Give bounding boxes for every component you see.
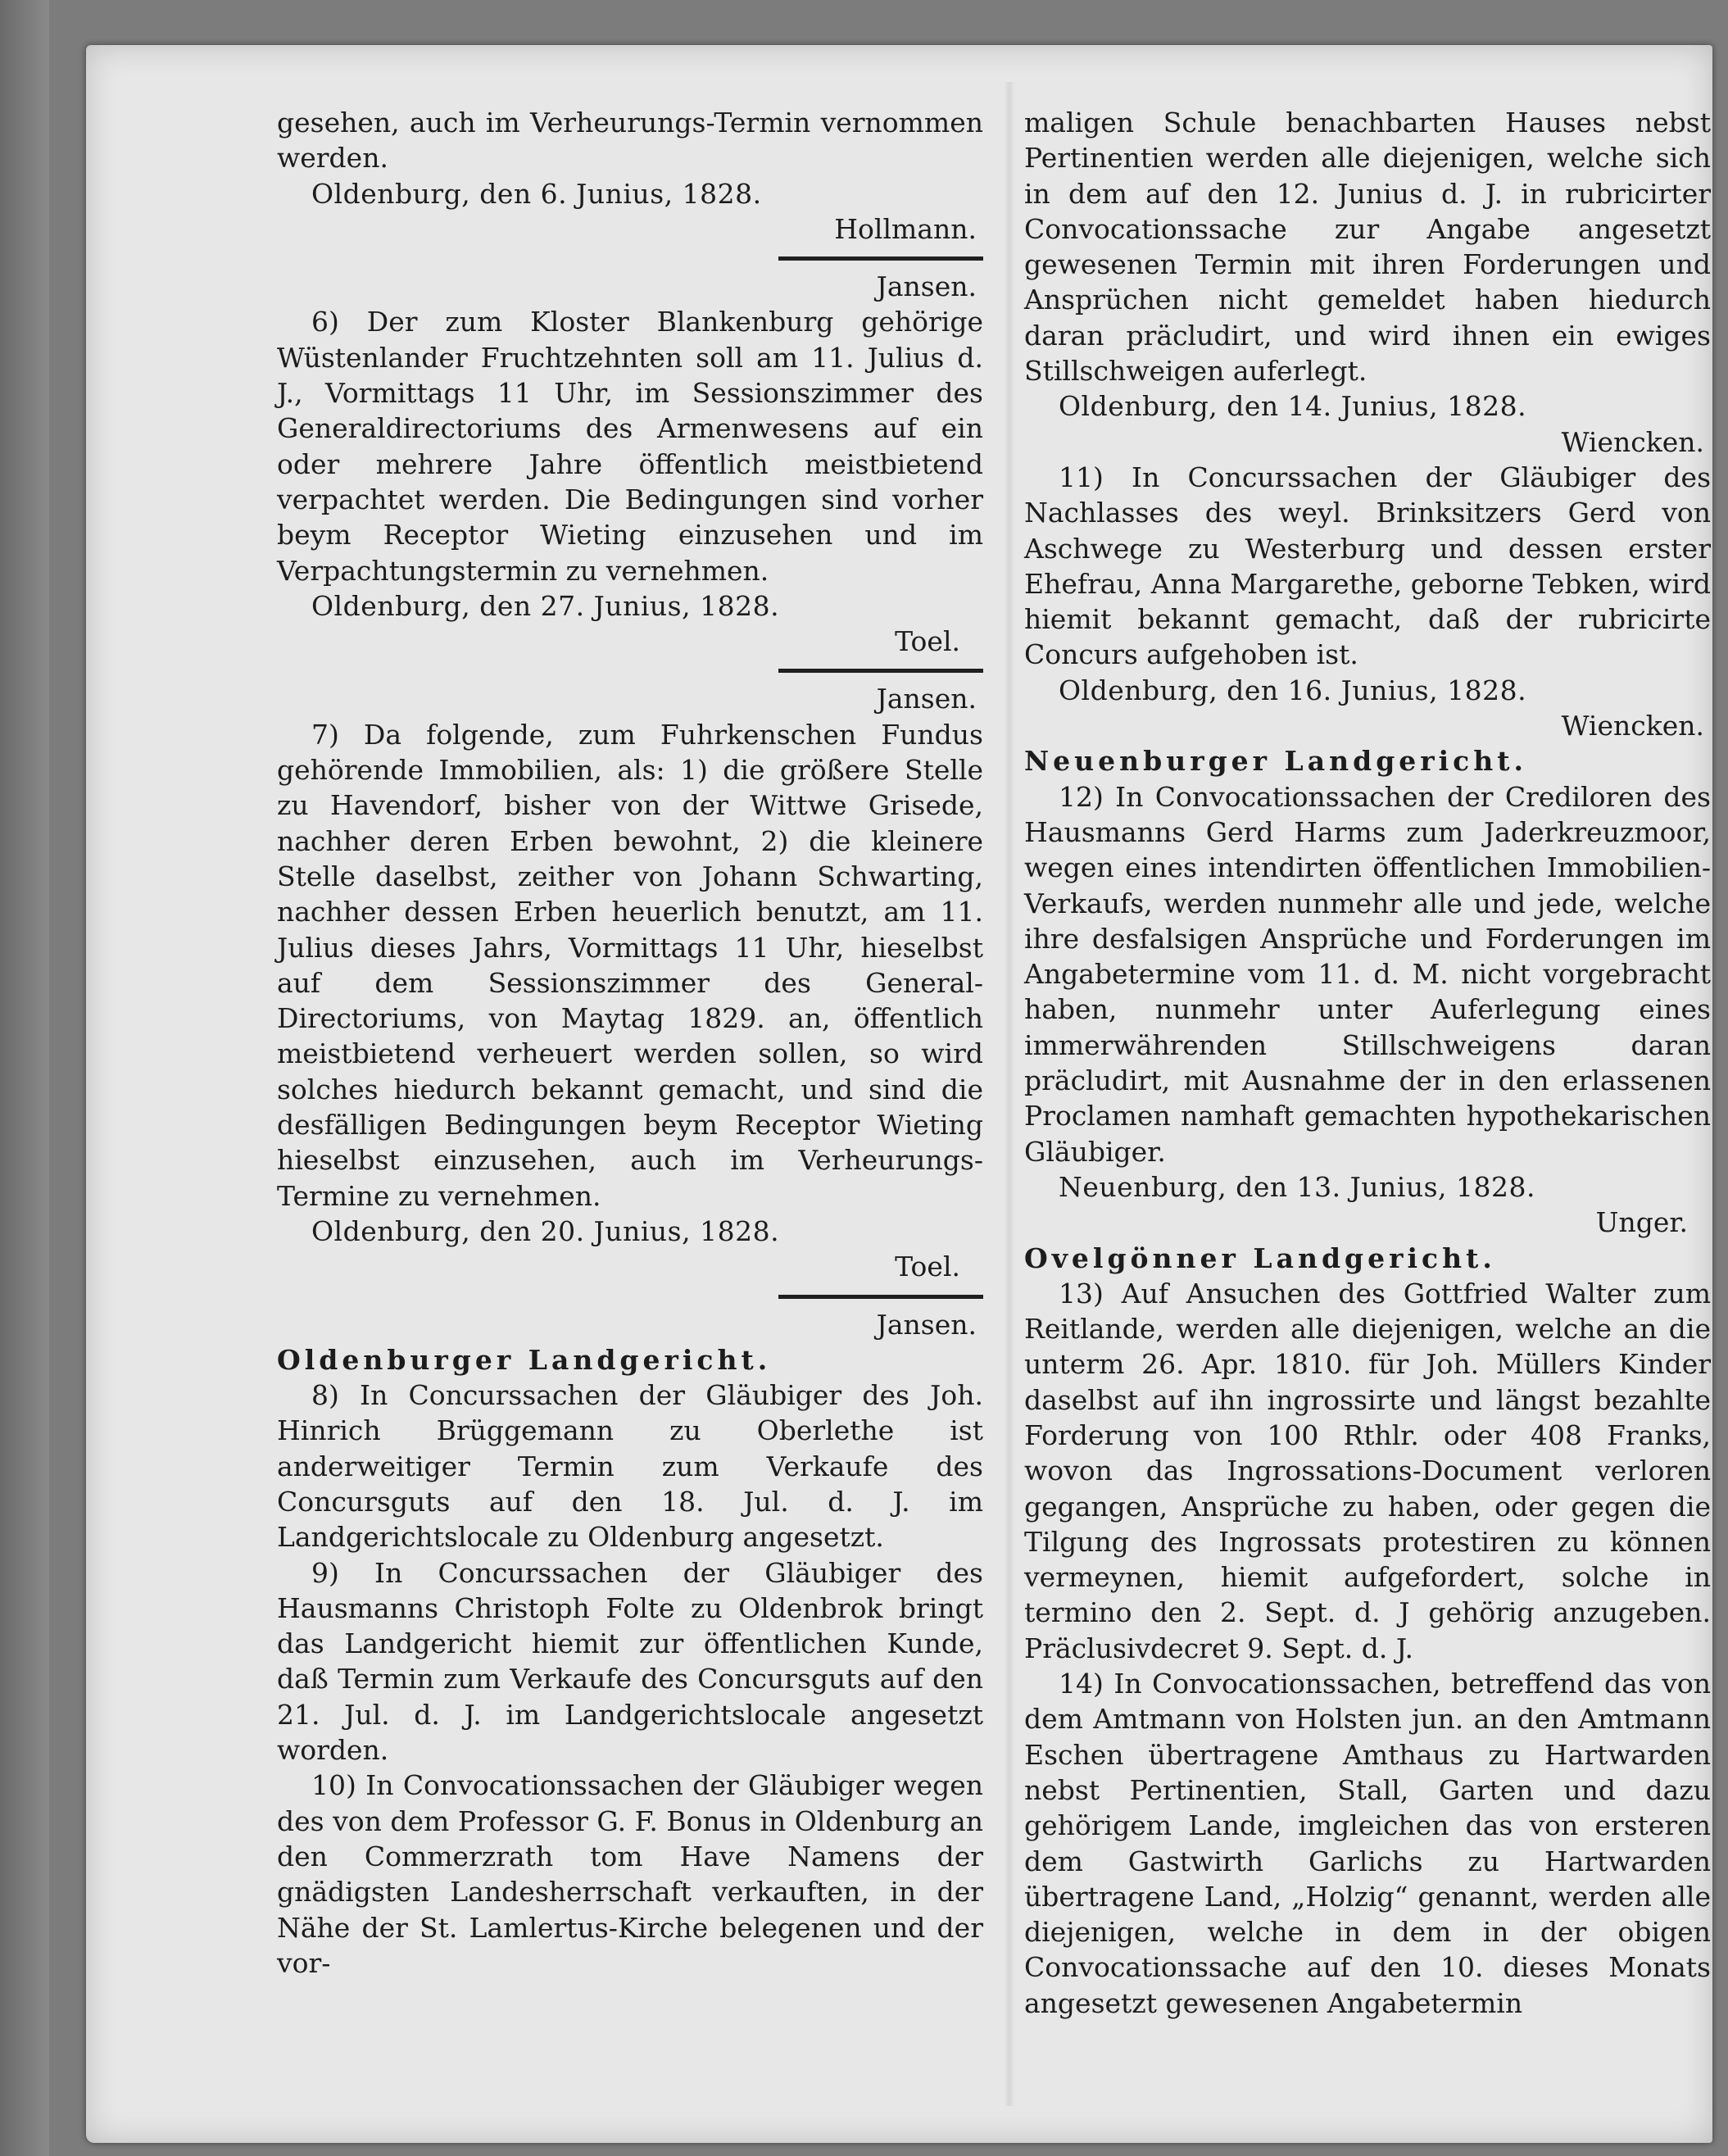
section-heading: Ovelgönner Landgericht. (1024, 1241, 1496, 1274)
section-heading: Oldenburger Landgericht. (277, 1343, 772, 1376)
signature: Wiencken. (1561, 710, 1704, 742)
notice-8: 8) In Concurssachen der Gläubiger des Joh. Hinrich Brüggemann zu Oberlethe ist anderweitiger Termin zum Verkaufe des Concursguts auf den 18. Jul. d. J. im Landgerichtslocale zu Oldenburg angesetzt. (277, 1379, 983, 1554)
notice-date: Oldenburg, den 27. Junius, 1828. (311, 589, 780, 622)
notice-date: Neuenburg, den 13. Junius, 1828. (1059, 1170, 1535, 1203)
signature: Wiencken. (1561, 425, 1704, 458)
notice-11: 11) In Concurssachen der Gläubiger des Nachlasses des weyl. Brinksitzers Gerd von Aschwege zu Westerburg und dessen erster Ehefrau, Anna Margarethe, geborne Tebken, wird hiemit bekannt gemacht, daß der rubricirte Concurs aufgehoben ist. (1024, 461, 1711, 671)
separator-rule (778, 1295, 983, 1299)
signature: Toel. (895, 625, 960, 658)
signature: Jansen. (876, 1308, 977, 1341)
separator-rule (778, 669, 983, 673)
notice-10: 10) In Convocationssachen der Gläubiger wegen des von dem Professor G. F. Bonus in Oldenburg an den Commerzrath tom Have Namens der gnädigsten Landesherrschaft verkauften, in der Nähe der St. Lamlertus-Kirche belegenen und der vor- (277, 1769, 983, 1979)
left-column (277, 105, 983, 1981)
paragraph-continuation: maligen Schule benachbarten Hauses nebst Pertinentien werden alle diejenigen, welche sich in dem auf den 12. Junius d. J. in rubricirter Convocationssache zur Angabe angesetzt gewesenen Termin mit ihren Forderungen und Ansprüchen nicht gemeldet haben hiedurch daran präcludirt, und wird ihnen ein ewiges Stillschweigen auferlegt. (1024, 107, 1711, 388)
notice-date: Oldenburg, den 14. Junius, 1828. (1059, 390, 1527, 423)
paragraph-continuation: gesehen, auch im Verheurungs-Termin vernommen werden. (277, 107, 983, 175)
section-heading: Neuenburger Landgericht. (1024, 745, 1528, 778)
signature: Unger. (1595, 1206, 1688, 1239)
scan-background (0, 0, 49, 2156)
column-gutter (1004, 82, 1015, 2106)
notice-12: 12) In Convocationssachen der Crediloren des Hausmanns Gerd Harms zum Jaderkreuzmoor, wegen eines intendirten öffentlichen Immobilien-Verkaufs, werden nunmehr alle und jede, welche ihre desfalsigen Ansprüche und Forderungen im Angabetermine vom 11. d. M. nicht vorgebracht haben, nunmehr unter Auferlegung eines immerwährenden Stillschweigens daran präcludirt, mit Ausnahme der in den erlassenen Proclamen namhaft gemachten hypothekarischen Gläubiger. (1024, 780, 1711, 1168)
signature: Jansen. (876, 270, 977, 303)
separator-rule (778, 256, 983, 261)
notice-13: 13) Auf Ansuchen des Gottfried Walter zum Reitlande, werden alle diejenigen, welche an die unterm 26. Apr. 1810. für Joh. Müllers Kinder daselbst auf ihn ingrossirte und längst bezahlte Forderung von 100 Rthlr. oder 408 Franks, wovon das Ingrossations-Document verloren gegangen, Ansprüche zu haben, oder gegen die Tilgung des Ingrossats protestiren zu können vermeynen, hiemit aufgefordert, solche in termino den 2. Sept. d. J gehörig anzugeben. Präclusivdecret 9. Sept. d. J. (1024, 1277, 1711, 1664)
notice-9: 9) In Concurssachen der Gläubiger des Hausmanns Christoph Folte zu Oldenbrok bringt das Landgericht hiemit zur öffentlichen Kunde, daß Termin zum Verkaufe des Concursguts auf den 21. Jul. d. J. im Landgerichtslocale angesetzt worden. (277, 1556, 983, 1767)
notice-date: Oldenburg, den 16. Junius, 1828. (1059, 674, 1527, 706)
notice-6: 6) Der zum Kloster Blankenburg gehörige Wüstenlander Fruchtzehnten soll am 11. Julius d. J., Vormittags 11 Uhr, im Sessionszimmer des Generaldirectoriums des Armenwesens auf ein oder mehrere Jahre öffentlich meistbietend verpachtet werden. Die Bedingungen sind vorher beym Receptor Wieting einzusehen und im Verpachtungstermin zu vernehmen. (277, 306, 983, 587)
notice-date: Oldenburg, den 20. Junius, 1828. (311, 1214, 780, 1247)
notice-date: Oldenburg, den 6. Junius, 1828. (311, 177, 762, 210)
signature: Jansen. (876, 683, 977, 715)
notice-7: 7) Da folgende, zum Fuhrkenschen Fundus gehörende Immobilien, als: 1) die größere Stelle zu Havendorf, bisher von der Wittwe Grisede, nachher deren Erben bewohnt, 2) die kleinere Stelle daselbst, zeither von Johann Schwarting, nachher dessen Erben heuerlich benutzt, am 11. Julius dieses Jahrs, Vormittags 11 Uhr, hieselbst auf dem Sessionszimmer des General-Directoriums, von Maytag 1829. an, öffentlich meistbietend verheuert werden sollen, so wird solches hiedurch bekannt gemacht, und sind die desfälligen Bedingungen beym Receptor Wieting hieselbst einzusehen, auch im Verheurungs-Termine zu vernehmen. (277, 718, 983, 1212)
signature: Toel. (895, 1250, 960, 1283)
right-column (1024, 105, 1711, 2021)
signature: Hollmann. (834, 212, 977, 245)
notice-14: 14) In Convocationssachen, betreffend das von dem Amtmann von Holsten jun. an den Amtmann Eschen übertragene Amthaus zu Hartwarden nebst Pertinentien, Stall, Garten und dazu gehörigem Lande, imgleichen das von ersteren dem Gastwirth Garlichs zu Hartwarden übertragene Land, „Holzig“ genannt, werden alle diejenigen, welche in dem in der obigen Convocationssache auf den 10. dieses Monats angesetzt gewesenen Angabetermin (1024, 1668, 1711, 2019)
